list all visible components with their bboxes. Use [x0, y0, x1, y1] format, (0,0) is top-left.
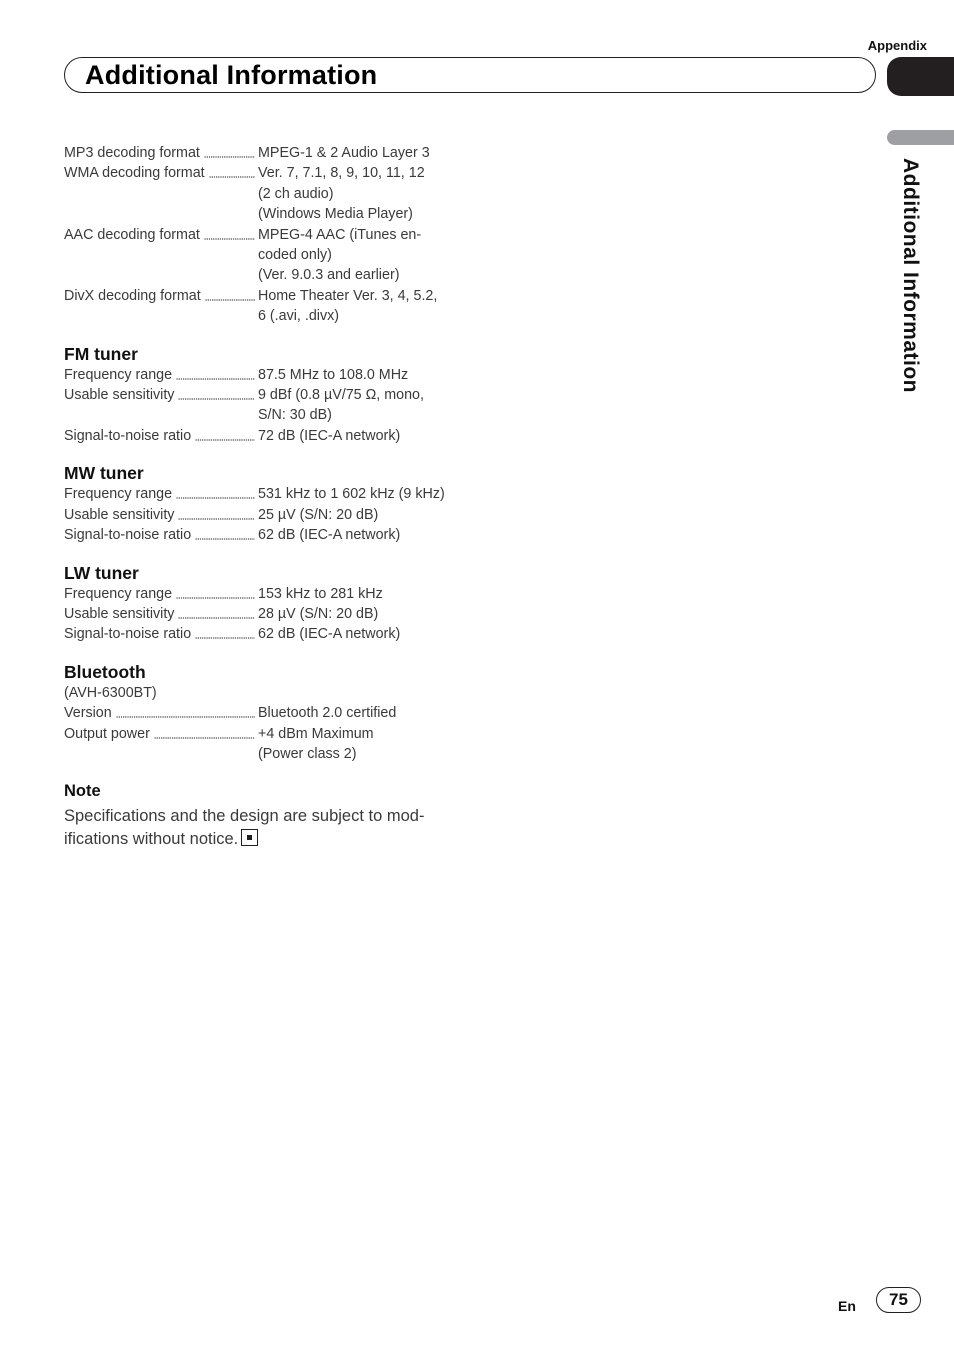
spec-value: Bluetooth 2.0 certified: [258, 705, 397, 722]
spec-row: [64, 505, 456, 525]
lw-tuner-heading: LW tuner: [64, 562, 139, 583]
spec-row: [64, 225, 456, 286]
end-of-section-icon: [241, 829, 258, 846]
page-number: 75: [876, 1287, 921, 1313]
spec-values: [258, 143, 456, 163]
spec-label-text: AAC decoding format: [64, 226, 200, 243]
spec-label: [64, 484, 258, 504]
spec-value: MPEG-4 AAC (iTunes en-: [258, 226, 422, 243]
leader-dots: [204, 155, 255, 159]
section-tab-gray: [887, 130, 954, 145]
note-heading: Note: [64, 782, 101, 801]
bluetooth-spec-list: [64, 703, 456, 764]
mw-tuner-spec-list: [64, 484, 456, 545]
spec-label-text: Signal-to-noise ratio: [64, 626, 192, 643]
spec-label: [64, 505, 258, 525]
side-section-label-text: Additional Information: [899, 158, 922, 393]
spec-label: [64, 163, 258, 224]
spec-row: [64, 484, 456, 504]
spec-values: [258, 724, 456, 765]
page-title: Additional Information: [85, 60, 378, 90]
spec-label: [64, 365, 258, 385]
bluetooth-heading: Bluetooth: [64, 661, 146, 682]
section-title-bar: [64, 57, 876, 93]
spec-value: (Ver. 9.0.3 and earlier): [258, 267, 400, 284]
spec-label: [64, 584, 258, 604]
spec-label-text: Frequency range: [64, 486, 173, 503]
spec-value: 6 (.avi, .divx): [258, 308, 340, 325]
leader-dots: [195, 636, 255, 640]
spec-content: [64, 143, 456, 851]
spec-value: Home Theater Ver. 3, 4, 5.2,: [258, 287, 438, 304]
spec-values: [258, 505, 456, 525]
leader-dots: [209, 175, 255, 179]
spec-values: [258, 225, 456, 286]
spec-label: [64, 286, 258, 327]
spec-label-text: MP3 decoding format: [64, 145, 200, 161]
spec-label: [64, 225, 258, 286]
spec-row: [64, 163, 456, 224]
leader-dots: [116, 715, 255, 719]
note-line: ifications without notice.: [64, 830, 239, 849]
spec-value: +4 dBm Maximum: [258, 725, 374, 742]
spec-row: [64, 286, 456, 327]
spec-value: 153 kHz to 281 kHz: [258, 585, 383, 602]
leader-dots: [195, 537, 255, 541]
spec-value: 9 dBf (0.8 µV/75 Ω, mono,: [258, 387, 424, 404]
spec-value: coded only): [258, 247, 332, 264]
mw-tuner-heading: MW tuner: [64, 463, 144, 484]
appendix-label: Appendix: [867, 38, 927, 53]
language-code: En: [838, 1298, 856, 1314]
spec-label: [64, 624, 258, 644]
spec-label: [64, 426, 258, 446]
spec-values: [258, 484, 456, 504]
spec-value: 25 µV (S/N: 20 dB): [258, 506, 379, 523]
leader-dots: [176, 596, 255, 600]
spec-label-text: Usable sensitivity: [64, 605, 175, 622]
spec-row: [64, 525, 456, 545]
spec-label: [64, 604, 258, 624]
spec-label-text: Signal-to-noise ratio: [64, 527, 192, 544]
spec-value: 62 dB (IEC-A network): [258, 527, 401, 544]
spec-values: [258, 624, 456, 644]
spec-label: [64, 724, 258, 765]
spec-row: [64, 584, 456, 604]
spec-label-text: Signal-to-noise ratio: [64, 427, 192, 444]
leader-dots: [195, 438, 255, 442]
spec-row: [64, 365, 456, 385]
fm-tuner-spec-list: [64, 365, 456, 447]
side-section-label: [890, 158, 930, 420]
spec-values: [258, 604, 456, 624]
spec-label-text: Usable sensitivity: [64, 387, 175, 404]
spec-value: (Power class 2): [258, 745, 357, 762]
leader-dots: [176, 377, 255, 381]
lw-tuner-spec-list: [64, 584, 456, 645]
spec-label-text: DivX decoding format: [64, 287, 201, 304]
spec-label: [64, 385, 258, 426]
spec-values: [258, 703, 456, 723]
spec-row: [64, 703, 456, 723]
spec-label-text: Frequency range: [64, 366, 173, 383]
section-tab-black: [887, 57, 954, 96]
spec-label: [64, 143, 258, 163]
spec-value: 531 kHz to 1 602 kHz (9 kHz): [258, 486, 445, 503]
note-line: Specifications and the design are subject to mod-: [64, 807, 425, 826]
spec-value: 28 µV (S/N: 20 dB): [258, 605, 379, 622]
spec-row: [64, 724, 456, 765]
spec-row: [64, 385, 456, 426]
spec-label-text: WMA decoding format: [64, 165, 205, 182]
spec-label: [64, 703, 258, 723]
leader-dots: [205, 298, 255, 302]
spec-value: 62 dB (IEC-A network): [258, 626, 401, 643]
spec-row: [64, 604, 456, 624]
spec-label-text: Usable sensitivity: [64, 506, 175, 523]
spec-values: [258, 365, 456, 385]
spec-values: [258, 163, 456, 224]
spec-row: [64, 426, 456, 446]
spec-label-text: Frequency range: [64, 585, 173, 602]
leader-dots: [178, 397, 255, 401]
fm-tuner-heading: FM tuner: [64, 343, 138, 364]
spec-label: [64, 525, 258, 545]
leader-dots: [178, 616, 255, 620]
leader-dots: [154, 736, 255, 740]
spec-row: [64, 624, 456, 644]
note-body: [64, 805, 456, 851]
spec-value: 87.5 MHz to 108.0 MHz: [258, 366, 409, 383]
spec-value: MPEG-1 & 2 Audio Layer 3: [258, 145, 430, 161]
spec-value: S/N: 30 dB): [258, 407, 332, 424]
note-line-last: [64, 828, 456, 851]
spec-value: (2 ch audio): [258, 185, 334, 202]
spec-values: [258, 286, 456, 327]
codec-spec-list: [64, 143, 456, 327]
leader-dots: [204, 237, 255, 241]
spec-value: Ver. 7, 7.1, 8, 9, 10, 11, 12: [258, 165, 425, 182]
spec-label-text: Version: [64, 705, 112, 722]
leader-dots: [178, 517, 255, 521]
spec-values: [258, 426, 456, 446]
spec-row: [64, 143, 456, 163]
spec-values: [258, 525, 456, 545]
spec-value: (Windows Media Player): [258, 206, 413, 223]
spec-values: [258, 385, 456, 426]
spec-values: [258, 584, 456, 604]
spec-value: 72 dB (IEC-A network): [258, 427, 401, 444]
bluetooth-model: (AVH-6300BT): [64, 684, 157, 701]
spec-label-text: Output power: [64, 725, 150, 742]
leader-dots: [176, 496, 255, 500]
